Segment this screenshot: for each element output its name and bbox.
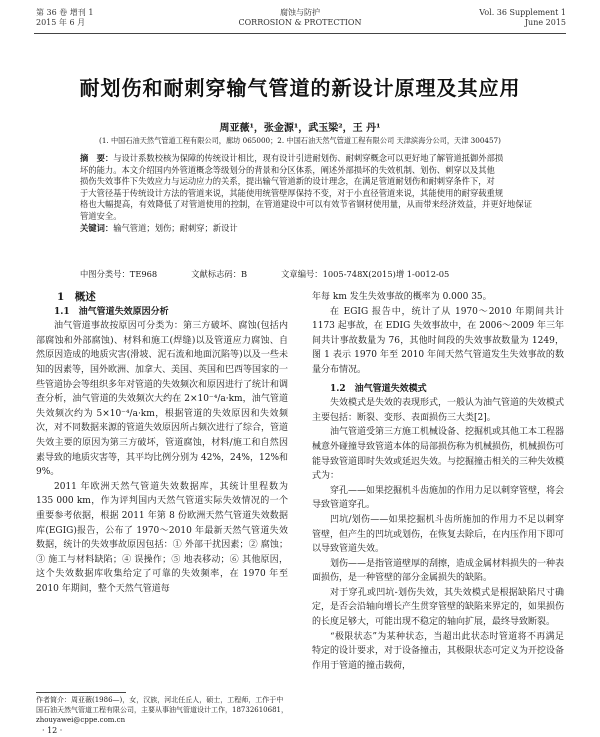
author-list: 周亚薇¹，张金源¹，武玉梁²，王 丹¹ [219, 123, 381, 134]
document-code: 文献标志码：B [191, 269, 248, 279]
affiliation: (1. 中国石油天然气管道工程有限公司，廊坊 065000；2. 中国石油天然气管道工程有限公司 天津滨海分公司，天津 300457) [99, 136, 501, 145]
volume-issue-en: Vol. 36 Supplement 1 [479, 8, 566, 17]
paragraph: 年每 km 发生失效事故的概率为 0.000 35。 [312, 292, 492, 302]
keywords-label: 关键词： [80, 222, 114, 233]
subsection-heading-failure-causes: 1.1 油气管道失效原因分析 [54, 306, 169, 317]
page-number: · 12 · [42, 726, 63, 735]
paragraph: 2011 年欧洲天然气管道失效数据库，其统计里程数为 135 000 km，作为评判国内天然气管道实际失效情况的一个重要参考依据，根据 2011 年第 8 份欧洲天然气管道失效数据库(EGIG)报告，公布了 1970～2010 年最新天然气管道失效数据，统计的失效事故原因包括：① 外部干扰因素；② 腐蚀；③ 施工与材料缺陷；④ 误操作；⑤ 地表移动；⑥ 其他原因，这个失效数据库收集给定了可靠的失效频率，在 1970 年至 2010 年期间，整个天然气管道每 [36, 481, 288, 594]
paragraph: 穿孔——如果挖掘机斗齿施加的作用力足以刺穿管壁，将会导致管道穿孔。 [312, 485, 565, 511]
paragraph: 在 EGIG 报告中，统计了从 1970～2010 年期间共计 1173 起事故，在 EDIG 失效事故中，在 2006～2009 年三年间共计事故数量为 76，其他时间段的失效事故数量为 1249，图 1 表示 1970 年至 2010 年间天然气管道发生失效事故的数量分布情况。 [312, 306, 564, 375]
abstract-line-5: 格也大幅提高，有效降低了对管道使用的控制，在管道建设中可以有效节省钢材使用量，从而带来经济效益，并更好地保证管道安全。 [80, 199, 532, 221]
journal-name-en: CORROSION & PROTECTION [238, 18, 362, 27]
paragraph: 失效模式是失效的表现形式，一般认为油气管道的失效模式主要包括：断裂、变形、表面损伤三大类[2]。 [312, 398, 565, 423]
paragraph: 凹坑/划伤——如果挖掘机斗齿所施加的作用力不足以刺穿管壁，但产生的凹坑或划伤，在恢复去除后，在内压作用下即可以导致管道失效。 [312, 514, 565, 555]
section-heading-overview: 1 概述 [57, 291, 96, 303]
abstract-line-4: 于大管径基于传统设计方法的管道来说，其能使用统管壁厚保持不变，对于小直径管道来说，其能使用的耐穿载重规 [80, 187, 504, 198]
paragraph: 油气管道受第三方施工机械设备、挖掘机或其他工本工程器械意外碰撞导致管道本体的局部损伤称为机械损伤，机械损伤可能导致管道即时失效或延迟失效。与挖掘撞击相关的三种失效模式为： [312, 427, 565, 482]
abstract-line-2: 坏的能力。本文介绍国内外管道概念等级划分的背景和分区体系，阐述外部损坏的失效机制、划伤、刺穿以及其他 [80, 164, 495, 175]
left-column [36, 290, 288, 596]
paragraph: 油气管道事故按原因可分类为：第三方破坏、腐蚀(包括内部腐蚀和外部腐蚀)、材料和施工(焊缝)以及管道应力腐蚀、自然原因造成的地质灾害(滑坡、泥石流和地面沉陷等)以及一些未知的因素等，国外欧洲、加拿大、美国、英国和巴西等国家的一些管道协会等组织多年对管道的失效频次和原因进行了统计和调查分析，油气管道的失效频次大约在 2×10⁻⁴/a·km，油气管道失效频次约为 5×10⁻⁴/a·km，根据管道的失效原因和失效频次，对不同数据来源的管道失效原因所占频次进行了综合，管道失效主要的原因为第三方破坏，管道腐蚀，材料/施工和自然因素导致的地质灾害等，其平均比例分别为 42%，24%，12%和 9%。 [36, 321, 289, 478]
right-column [312, 290, 564, 673]
issue-date-en: June 2015 [524, 18, 566, 27]
abstract [80, 153, 532, 234]
paper-title: 耐划伤和耐刺穿输气管道的新设计原理及其应用 [79, 76, 521, 100]
classification-row [80, 268, 532, 280]
issue-date: 2015 年 6 月 [36, 18, 86, 27]
header-divider [34, 33, 566, 34]
paragraph: 对于穿孔或凹坑-划伤失效，其失效模式是根据缺陷尺寸确定，是否会沿轴向增长产生贯穿管壁的缺陷来界定的，如果损伤的长度足够大，可能出现不稳定的轴向扩展，最终导致断裂。 [312, 587, 565, 628]
paragraph: “极限状态”为某种状态，当超出此状态时管道将不再满足特定的设计要求，对于设备撞击，其极限状态可定义为开挖设备作用于管道的撞击载荷， [312, 631, 565, 671]
clc-number: 中图分类号：TE968 [80, 269, 158, 279]
subsection-heading-failure-modes: 1.2 油气管道失效模式 [330, 383, 427, 394]
volume-issue: 第 36 卷 增刊 1 [36, 8, 94, 17]
abstract-label: 摘 要： [80, 153, 114, 163]
paragraph: 划伤——是指管道壁厚的刮擦，造成金属材料损失的一种表面损伤，是一种管壁的部分金属损失的缺陷。 [312, 558, 565, 584]
author-footnote: 作者简介：周亚薇(1986—)，女，汉族，河北任丘人，硕士，工程师，工作于中国石油天然气管道工程有限公司，主要从事油气管道设计工作，18732610681，zhouyawei@cppe.com.cn [36, 696, 288, 724]
keywords [80, 223, 532, 235]
footnote-divider [36, 692, 126, 693]
article-number: 文章编号：1005-748X(2015)增 1-0012-05 [281, 269, 450, 279]
journal-volume-info-en [479, 8, 566, 28]
abstract-line-1: 摘 要：与设计系数校核为保障的传统设计相比，现有设计引进耐划伤、耐刺穿概念可以更好地了解管道抵御外部损 [80, 153, 504, 163]
abstract-line-3: 损伤失效事件下失效应力与运动应力的关系，提出输气管道新的设计理念，在满足管道耐划伤和耐刺穿条件下，对 [80, 176, 495, 187]
keywords-value: 输气管道；划伤；耐刺穿；新设计 [113, 222, 238, 233]
journal-name-cn: 腐蚀与防护 [280, 8, 320, 17]
